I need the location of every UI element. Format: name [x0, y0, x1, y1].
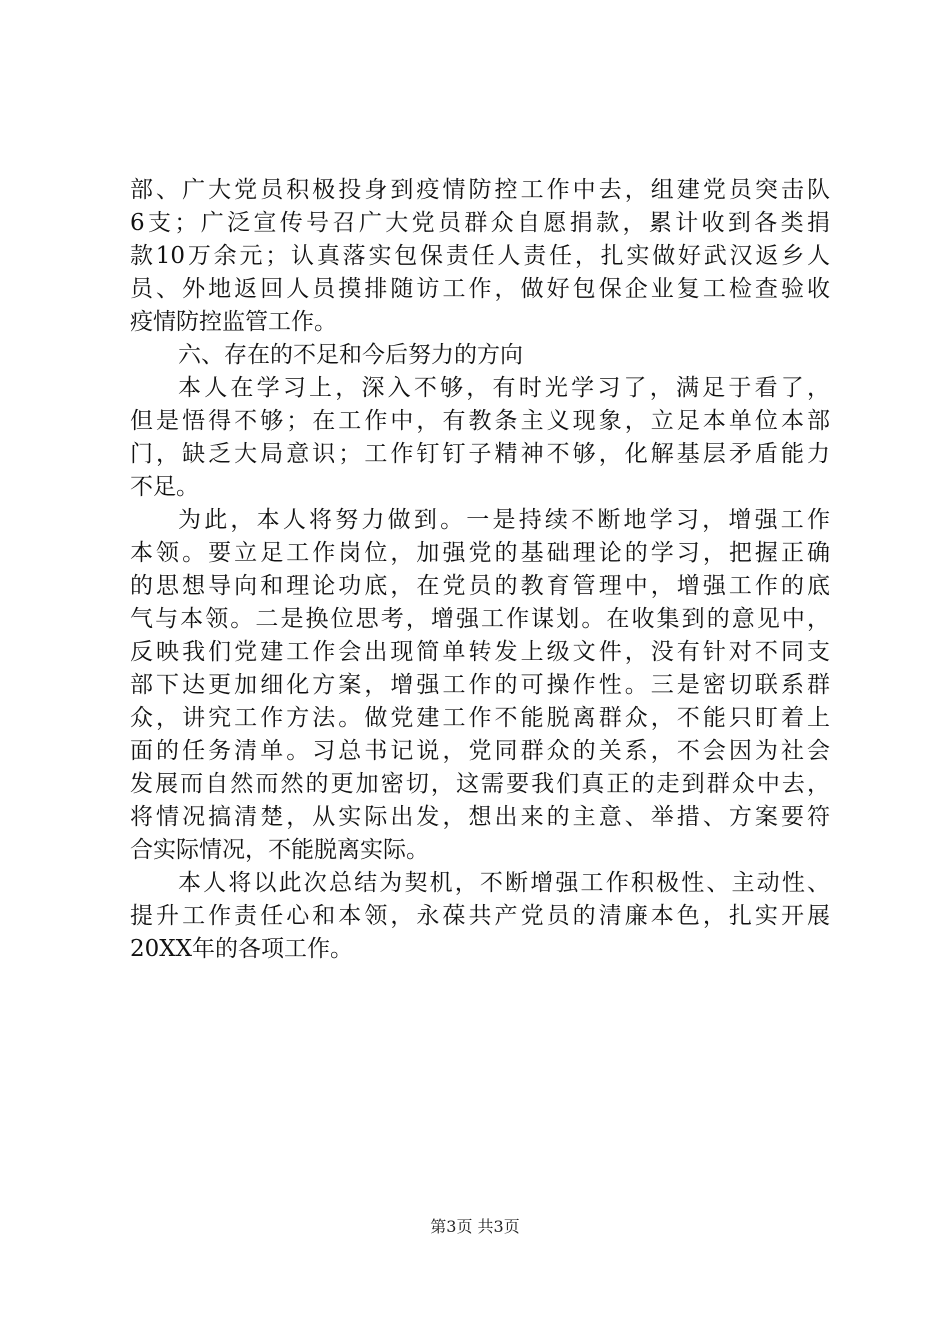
text-line: 众，讲究工作方法。做党建工作不能脱离群众，不能只盯着上 — [130, 705, 830, 731]
text-line: 20XX年的各项工作。 — [130, 936, 354, 962]
document-body — [130, 174, 830, 966]
text-line: 门，缺乏大局意识；工作钉钉子精神不够，化解基层矛盾能力 — [130, 441, 830, 467]
text-line: 的思想导向和理论功底，在党员的教育管理中，增强工作的底 — [130, 573, 830, 599]
text-line: 反映我们党建工作会出现简单转发上级文件，没有针对不同支 — [130, 639, 830, 665]
text-line: 本人在学习上，深入不够，有时光学习了，满足于看了， — [178, 375, 830, 401]
text-line: 气与本领。二是换位思考，增强工作谋划。在收集到的意见中， — [130, 606, 830, 632]
text-line: 合实际情况，不能脱离实际。 — [130, 837, 429, 863]
text-line: 6支；广泛宣传号召广大党员群众自愿捐款，累计收到各类捐 — [130, 210, 830, 236]
text-line: 款10万余元；认真落实包保责任人责任，扎实做好武汉返乡人 — [130, 243, 830, 269]
text-line: 本人将以此次总结为契机，不断增强工作积极性、主动性、 — [178, 870, 830, 896]
section-heading: 六、存在的不足和今后努力的方向 — [178, 342, 523, 368]
text-line: 员、外地返回人员摸排随访工作，做好包保企业复工检查验收 — [130, 276, 830, 302]
text-line: 本领。要立足工作岗位，加强党的基础理论的学习，把握正确 — [130, 540, 830, 566]
page-footer: 第3页 共3页 — [430, 1217, 520, 1236]
text-line: 但是悟得不够；在工作中，有教条主义现象，立足本单位本部 — [130, 408, 830, 434]
text-line: 为此，本人将努力做到。一是持续不断地学习，增强工作 — [178, 507, 830, 533]
text-line: 发展而自然而然的更加密切，这需要我们真正的走到群众中去， — [130, 771, 830, 797]
text-line: 面的任务清单。习总书记说，党同群众的关系，不会因为社会 — [130, 738, 830, 764]
text-line: 疫情防控监管工作。 — [130, 309, 337, 335]
text-line: 将情况搞清楚，从实际出发，想出来的主意、举措、方案要符 — [130, 804, 830, 830]
text-line: 部下达更加细化方案，增强工作的可操作性。三是密切联系群 — [130, 672, 830, 698]
text-line: 不足。 — [130, 474, 199, 500]
text-line: 部、广大党员积极投身到疫情防控工作中去，组建党员突击队 — [130, 177, 830, 203]
text-line: 提升工作责任心和本领，永葆共产党员的清廉本色，扎实开展 — [130, 903, 830, 929]
